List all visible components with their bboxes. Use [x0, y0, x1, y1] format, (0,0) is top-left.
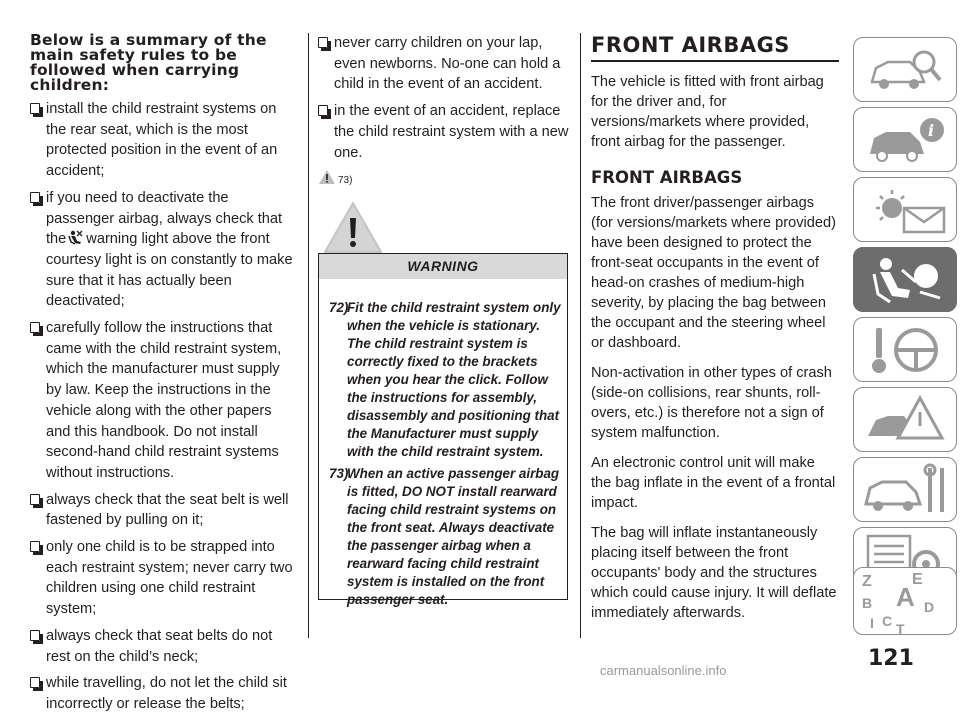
warning-item: 73) When an active passenger airbag is fitted, DO NOT install rearward facing child restraint systems on the front seat. Always deactivate the passenger airbag when a rearward facing child restraint system is installed on the front passenger seat. [329, 466, 560, 607]
list-item: in the event of an accident, replace the child restraint system with a new one. [318, 101, 570, 163]
watermark: carmanualsonline.info [600, 663, 727, 678]
list-item: if you need to deactivate the passenger airbag, always check that the warning light above the front courtesy light is on constantly to make sure that it has actually been deactivated; [30, 188, 298, 312]
bullet-box-icon [318, 37, 328, 48]
svg-text:A: A [896, 582, 915, 612]
bullet-box-icon [30, 103, 40, 114]
large-warning-triangle-icon [322, 200, 384, 256]
road-warning-icon [854, 388, 958, 453]
section-title: FRONT AIRBAGS [591, 33, 839, 62]
tab-index[interactable] [853, 567, 957, 635]
svg-text:D: D [924, 599, 935, 615]
subsection-heading: FRONT AIRBAGS [591, 168, 743, 187]
car-info-icon [854, 108, 958, 173]
list-item: always check that seat belts do not rest on the child’s neck; [30, 626, 298, 667]
column-divider [308, 33, 309, 638]
bullet-box-icon [30, 541, 40, 552]
list-item: while travelling, do not let the child sit incorrectly or release the belts; [30, 673, 298, 714]
bullet-box-icon [30, 192, 40, 203]
warning-item: 72) Fit the child restraint system only when the vehicle is stationary. The child restraint system is correctly fixed to the brackets when you hear the click. Follow the instructions for assembly, disassembly and positioning that the Manufacturer must supply with the child restraint system. [329, 300, 561, 459]
svg-text:B: B [862, 595, 873, 611]
column-divider [580, 33, 581, 638]
key-steering-wheel-icon [854, 318, 958, 383]
svg-text:i: i [928, 121, 935, 140]
tab-warning-lights[interactable] [853, 177, 957, 242]
svg-text:T: T [896, 621, 905, 637]
seat-airbag-icon [854, 248, 958, 313]
warning-reference: 73) [318, 169, 570, 188]
paragraph: The bag will inflate instantaneously placing itself between the front occupants' body and the structures which could cause injury. It will deflate immediately afterwards. [591, 525, 837, 621]
tab-getting-to-know[interactable] [853, 107, 957, 172]
svg-text:I: I [870, 615, 874, 631]
warning-title: WARNING [319, 254, 567, 279]
bullet-box-icon [30, 322, 40, 333]
warning-triangle-icon [318, 169, 336, 185]
tab-safety[interactable] [853, 247, 957, 312]
tab-in-an-emergency[interactable] [853, 387, 957, 452]
bullet-box-icon [30, 630, 40, 641]
column-1 [30, 33, 298, 721]
tab-servicing-maintenance[interactable] [853, 457, 957, 522]
column-3 [591, 33, 839, 623]
alphabetical-index-icon [854, 568, 958, 636]
list-item: only one child is to be strapped into each restraint system; never carry two children using one child restraint system; [30, 537, 298, 620]
bullet-box-icon [30, 494, 40, 505]
tab-starting-driving[interactable] [853, 317, 957, 382]
warning-box [318, 253, 568, 607]
car-search-icon [854, 38, 958, 103]
svg-text:C: C [882, 613, 893, 629]
column-2 [318, 33, 570, 188]
svg-text:E: E [912, 571, 923, 588]
paragraph: The front driver/passenger airbags (for versions/markets where provided) have been designed to protect the front-seat occupants in the event of head-on crashes of medium-high severity, by placing the bag between the occupant and the steering wheel or dashboard. [591, 195, 836, 351]
svg-text:Z: Z [862, 573, 872, 590]
list-item: install the child restraint systems on the rear seat, which is the most protected position in the event of an accident; [30, 99, 298, 182]
paragraph: Non-activation in other types of crash (side-on collisions, rear shunts, roll-overs, etc.) is therefore not a sign of system malfunction. [591, 365, 832, 441]
car-maintenance-icon [854, 458, 958, 523]
paragraph: The vehicle is fitted with front airbag for the driver and, for versions/markets where provided, front airbag for the passenger. [591, 74, 824, 150]
warning-lights-message-icon [854, 178, 958, 243]
list-item: always check that the seat belt is well fastened by pulling on it; [30, 490, 298, 531]
section-heading: Below is a summary of the main safety rules to be followed when carrying children: [30, 31, 267, 94]
page-number: 121 [868, 646, 914, 671]
paragraph: An electronic control unit will make the bag inflate in the event of a frontal impact. [591, 455, 836, 511]
list-item: never carry children on your lap, even newborns. No-one can hold a child in the event of an accident. [318, 33, 570, 95]
passenger-airbag-off-icon [66, 230, 84, 246]
tab-knowing-your-car[interactable] [853, 37, 957, 102]
list-item: carefully follow the instructions that came with the child restraint system, which the manufacturer must supply by law. Keep the instructions in the vehicle along with the other papers and this handbook. Do not install second-hand child restraint systems without instructions. [30, 318, 298, 484]
bullet-box-icon [30, 677, 40, 688]
bullet-box-icon [318, 105, 328, 116]
